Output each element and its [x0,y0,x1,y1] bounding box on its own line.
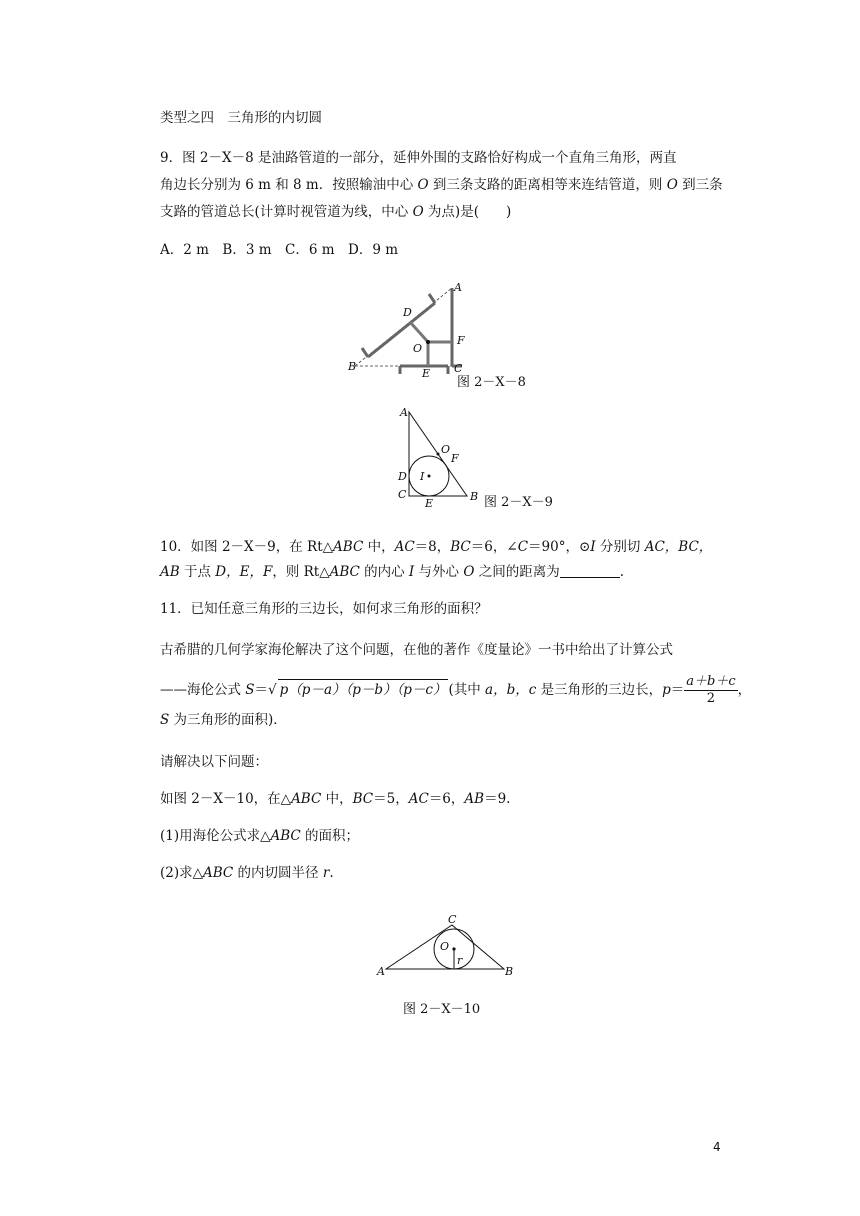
q10-text: ＝8， [414,539,451,555]
q11-line6 [160,789,510,809]
q9-text: 支路的管道总长(计算时视管道为线，中心 [160,204,413,220]
q11-var: a，b，c [485,682,537,698]
q11-text: . [329,865,334,881]
q11-var: r [322,865,330,881]
fig8-label-c: C [454,362,463,375]
q11-text: 是三角形的三边长， [536,682,663,698]
q11-text: ——海伦公式 [160,682,246,698]
q9-text: 角边长分别为 6 m 和 8 m．按照输油中心 [160,177,418,193]
q10-text: 10．如图 2－X－9，在 Rt△ [160,539,334,555]
fig9-caption: 图 2－X－9 [484,495,553,510]
q11-var: AC [408,791,429,807]
q10-text: . [619,564,625,580]
q10-text: ＝90°，⊙ [528,539,591,555]
figure-2-x-8 [340,278,560,388]
q9-line2 [160,175,723,195]
q11-var: p [662,682,671,698]
fig9-label-i: I [420,470,425,483]
q10-text: 中， [363,539,395,555]
page-number: 4 [713,1140,721,1154]
fig8-caption: 图 2－X－8 [457,375,526,390]
fig9-label-o: O [441,443,451,456]
p-fraction-denominator: 2 [706,691,716,706]
q10-text: 于点 [179,564,216,580]
q10-var: I [590,539,596,555]
section-title: 类型之四 三角形的内切圆 [160,110,322,126]
fig9-label-a: A [400,406,408,419]
q10-text: ＝6，∠ [470,539,518,555]
figure-2-x-9 [395,406,485,510]
fig10-label-c: C [448,913,457,926]
q11-var: S [160,712,170,728]
q11-var: ABC [291,791,322,807]
q11-var: S [245,682,255,698]
q10-var: BC [450,539,471,555]
q10-var: I [408,564,415,580]
q11-text: (2)求△ [160,865,204,881]
q11-text: ＝6， [428,791,465,807]
q9-var-o: O [417,177,429,193]
p-fraction [684,674,737,707]
figure-2-x-10 [372,912,522,982]
q11-text: 的面积； [300,828,360,844]
q9-options: A．2 m B．3 m C．6 m D．9 m [160,242,399,258]
fig8-label-f: F [457,334,465,347]
q11-line8 [160,863,334,883]
q11-text: 如图 2－X－10，在△ [160,791,292,807]
q11-line7 [160,826,359,846]
q11-formula-line: ——海伦公式 S＝√ p（p－a）（p－b）（p－c） (其中 a，b，c 是三角形的三边长，p＝ $\frac{a+b+c}{2}$ ， [160,674,752,706]
answer-blank[interactable] [560,563,620,578]
q11-text: (其中 [448,682,486,698]
q10-var: ABC [333,539,364,555]
q10-var: AC，BC， [644,539,713,555]
q11-var: ABC [270,828,301,844]
q9-var-o: O [412,204,424,220]
fig10-label-r: r [457,954,463,967]
q11-text: ＝ [670,682,685,698]
q10-var: C [517,539,529,555]
q10-var: O [463,564,475,580]
q11-text: ＝9. [484,791,511,807]
q11-text: ＝ [254,682,269,698]
p-fraction-numerator: a＋b＋c [686,674,736,689]
q11-text: ＝5， [373,791,409,807]
fig10-label-b: B [505,965,514,978]
q11-var: ABC [203,865,234,881]
heron-sqrt-expression: p（p－a）（p－b）（p－c） [278,679,449,700]
q10-var: ABC [329,564,360,580]
fig10-label-o: O [440,940,450,953]
q10-text: 之间的距离为 [474,564,560,580]
q10-text: 的内心 [359,564,409,580]
q11-text: 中， [321,791,353,807]
q11-text: ， [737,682,752,698]
q10-text: 分别切 [595,539,645,555]
q10-line2 [160,562,624,582]
q10-var: AC [394,539,415,555]
q11-text: 为三角形的面积)． [169,712,287,728]
q10-var: AB [160,564,180,580]
q9-var-o: O [666,177,678,193]
q9-text: 到三条 [677,177,723,193]
fig10-label-a: A [377,965,385,978]
q10-text: ，则 Rt△ [272,564,330,580]
q10-var: D，E，F [215,564,273,580]
fig8-label-o: O [413,342,423,355]
q11-line1: 11．已知任意三角形的三边长，如何求三角形的面积？ [160,601,488,617]
q11-line5: 请解决以下问题： [160,754,268,770]
fig8-label-a: A [454,281,462,294]
fig9-label-f: F [451,452,459,465]
fig10-caption: 图 2－X－10 [403,1002,481,1017]
q11-line4 [160,710,287,730]
fig8-label-b: B [348,360,357,373]
q11-var: BC [352,791,374,807]
q11-var: AB [464,791,485,807]
fig8-label-d: D [403,306,412,319]
q11-text: (1)用海伦公式求△ [160,828,271,844]
q10-line1 [160,537,712,557]
fig9-label-b: B [470,490,479,503]
q10-text: 与外心 [414,564,464,580]
q9-text: 为点)是( ) [423,204,512,220]
q11-line2: 古希腊的几何学家海伦解决了这个问题，在他的著作《度量论》一书中给出了计算公式 [160,642,673,658]
q9-text: 到三条支路的距离相等来连结管道，则 [428,177,667,193]
fig9-label-e: E [425,497,434,510]
q9-line1: 9．图 2－X－8 是油路管道的一部分，延伸外围的支路恰好构成一个直角三角形，两直 [160,150,677,166]
fig8-label-e: E [422,367,431,380]
q11-text: 的内切圆半径 [233,865,323,881]
fig9-label-d: D [398,470,407,483]
q9-line3 [160,202,511,222]
fig9-label-c: C [398,488,407,501]
